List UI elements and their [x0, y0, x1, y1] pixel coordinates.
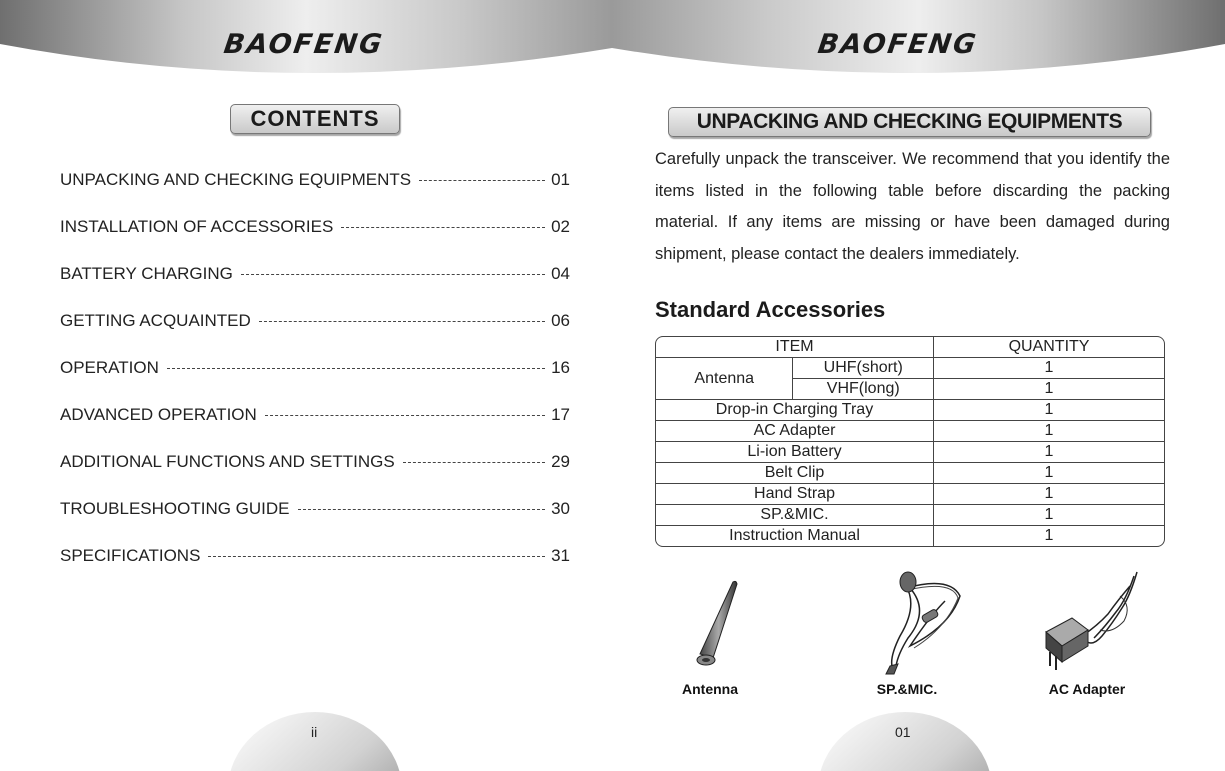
page-title: CONTENTS [230, 104, 400, 134]
table-row [656, 463, 1164, 484]
toc-entry-title: OPERATION [60, 357, 159, 377]
toc-entry[interactable] [60, 391, 570, 438]
toc-entry-title: ADVANCED OPERATION [60, 404, 257, 424]
table-row [656, 484, 1164, 505]
section-title: UNPACKING AND CHECKING EQUIPMENTS [668, 107, 1151, 137]
left-page [0, 0, 612, 771]
toc-entry-page: 29 [551, 451, 570, 471]
antenna-icon [686, 578, 746, 674]
accessories-table [655, 336, 1165, 547]
quantity-cell: 1 [934, 484, 1164, 505]
right-page [612, 0, 1225, 771]
toc-leader [167, 368, 545, 369]
toc-entry[interactable] [60, 297, 570, 344]
toc-entry-page: 16 [551, 357, 570, 377]
illustration-label: SP.&MIC. [876, 681, 938, 697]
quantity-cell: 1 [1044, 527, 1054, 544]
toc-entry-title: INSTALLATION OF ACCESSORIES [60, 216, 334, 236]
column-header-item: ITEM [656, 337, 934, 358]
antenna-type-cell: VHF(long) [793, 379, 934, 400]
toc-entry-page: 01 [551, 169, 570, 189]
earpiece-mic-icon [870, 566, 965, 676]
toc-entry-page: 02 [551, 216, 570, 236]
toc-entry[interactable] [60, 203, 570, 250]
table-row [656, 442, 1164, 463]
accessories-heading: Standard Accessories [655, 297, 886, 322]
brand-logo: BAOFENG [815, 29, 980, 60]
toc-leader [298, 509, 546, 510]
toc-leader [341, 227, 545, 228]
table-header-row [656, 337, 1164, 358]
toc-entry[interactable] [60, 438, 570, 485]
toc-entry[interactable] [60, 156, 570, 203]
quantity-cell: 1 [934, 463, 1164, 484]
item-cell: Hand Strap [656, 484, 934, 505]
ac-adapter-icon [1042, 566, 1142, 676]
toc-leader [265, 415, 545, 416]
toc-entry-page: 31 [551, 545, 570, 565]
table-row [656, 400, 1164, 421]
toc-leader [241, 274, 545, 275]
toc-entry-page: 17 [551, 404, 570, 424]
toc-entry-title: UNPACKING AND CHECKING EQUIPMENTS [60, 169, 412, 189]
toc-entry-title: SPECIFICATIONS [60, 545, 201, 565]
page-number: 01 [895, 724, 911, 740]
table-row [656, 421, 1164, 442]
item-cell: Li-ion Battery [656, 442, 934, 463]
toc-entry-title: TROUBLESHOOTING GUIDE [60, 498, 290, 518]
table-of-contents [60, 156, 570, 579]
toc-entry[interactable] [60, 485, 570, 532]
page-number: ii [311, 724, 318, 740]
table-row [656, 526, 1164, 546]
toc-leader [419, 180, 545, 181]
antenna-cell: Antenna [656, 358, 793, 400]
item-cell: Drop-in Charging Tray [656, 400, 934, 421]
intro-paragraph: Carefully unpack the transceiver. We recommend that you identify the items listed in the following table before discarding the packing material. If any items are missing or have been damaged during shipment, please contact the dealers immediately. [655, 150, 1170, 263]
toc-entry-title: ADDITIONAL FUNCTIONS AND SETTINGS [60, 451, 395, 471]
item-cell: SP.&MIC. [656, 505, 934, 526]
quantity-cell: 1 [934, 442, 1164, 463]
toc-entry-title: GETTING ACQUAINTED [60, 310, 251, 330]
quantity-cell: 1 [934, 421, 1164, 442]
antenna-type-cell: UHF(short) [793, 358, 934, 379]
toc-entry-page: 04 [551, 263, 570, 283]
toc-entry[interactable] [60, 344, 570, 391]
quantity-cell: 1 [934, 505, 1164, 526]
table-row [656, 358, 1164, 379]
table-row [656, 505, 1164, 526]
column-header-quantity: QUANTITY [934, 337, 1164, 358]
toc-entry-page: 06 [551, 310, 570, 330]
toc-leader [259, 321, 545, 322]
item-cell: Instruction Manual [656, 526, 934, 546]
toc-leader [208, 556, 545, 557]
toc-entry-page: 30 [551, 498, 570, 518]
illustration-label: AC Adapter [1048, 681, 1126, 697]
toc-entry-title: BATTERY CHARGING [60, 263, 233, 283]
quantity-cell: 1 [934, 358, 1164, 379]
illustration-label: Antenna [682, 681, 738, 697]
quantity-cell: 1 [934, 400, 1164, 421]
toc-entry[interactable] [60, 532, 570, 579]
brand-logo: BAOFENG [221, 29, 386, 60]
quantity-cell: 1 [934, 379, 1164, 400]
item-cell: Belt Clip [656, 463, 934, 484]
toc-leader [403, 462, 545, 463]
toc-entry[interactable] [60, 250, 570, 297]
item-cell: AC Adapter [656, 421, 934, 442]
